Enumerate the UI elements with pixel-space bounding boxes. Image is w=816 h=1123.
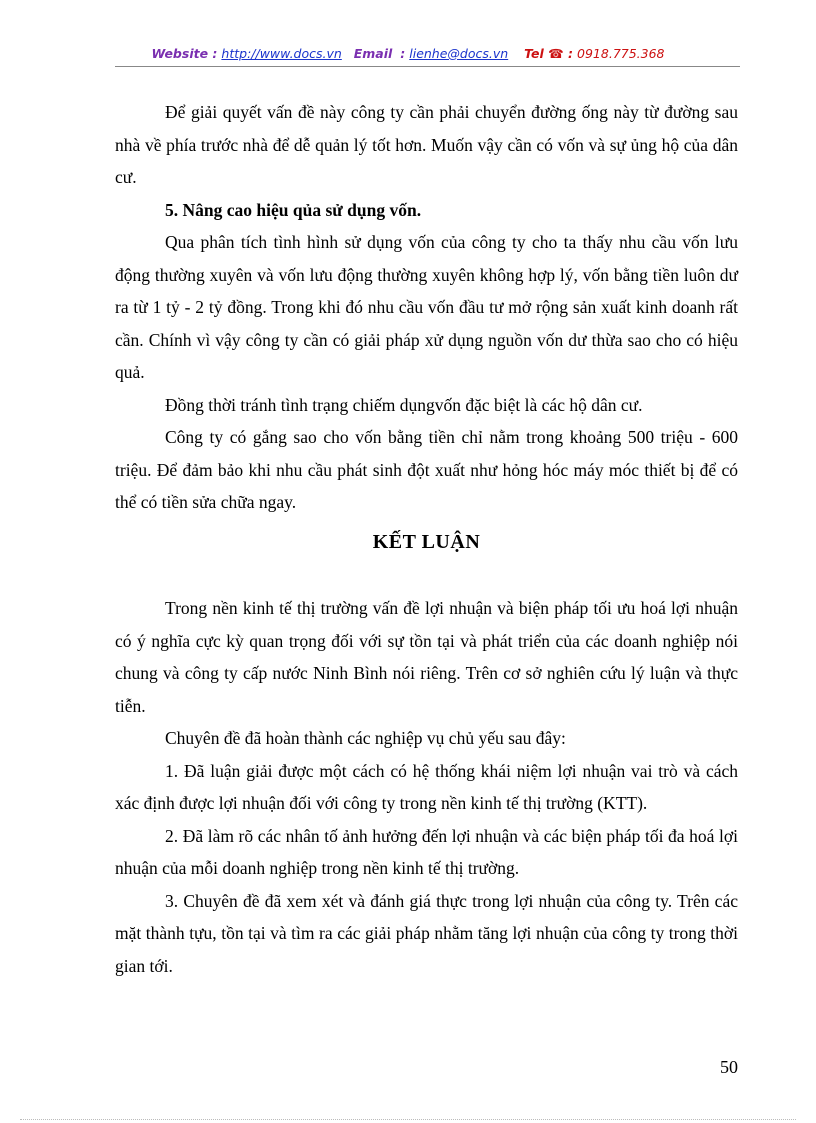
body-paragraph: Công ty có gắng sao cho vốn bằng tiền chỉ nằm trong khoảng 500 triệu - 600 triệu. Để đảm bảo khi nhu cầu phát sinh đột xuất như hỏng hóc máy móc thiết bị để có thể có tiền sửa chữa ngay. xyxy=(115,427,738,512)
conclusion-list-item: 1. Đã luận giải được một cách có hệ thống khái niệm lợi nhuận vai trò và cách xác định được lợi nhuận đối với công ty trong nền kinh tế thị trường (KTT). xyxy=(115,760,738,813)
email-separator: : xyxy=(400,46,406,61)
page-header xyxy=(0,46,816,61)
footer-divider xyxy=(20,1119,796,1120)
website-link[interactable]: http://www.docs.vn xyxy=(221,46,342,61)
tel-label: Tel ☎ : xyxy=(524,46,574,61)
conclusion-title: KẾT LUẬN xyxy=(372,530,481,553)
email-label: Email xyxy=(353,46,393,61)
header-divider xyxy=(115,66,740,67)
body-paragraph: Qua phân tích tình hình sử dụng vốn của công ty cho ta thấy nhu cầu vốn lưu động thường xuyên và vốn lưu động thường xuyên không hợp lý, vốn bằng tiền luôn dư ra từ 1 tỷ - 2 tỷ đồng. Trong khi đó nhu cầu vốn đầu tư mở rộng sản xuất kinh doanh rất cần. Chính vì vậy công ty cần có giải pháp xử dụng nguồn vốn dư thừa sao cho có hiệu quả. xyxy=(115,232,738,382)
body-paragraph: Để giải quyết vấn đề này công ty cần phải chuyển đường ống này từ đường sau nhà về phía trước nhà để dễ quản lý tốt hơn. Muốn vậy cần có vốn và sự ủng hộ của dân cư. xyxy=(115,102,738,187)
body-paragraph: Đồng thời tránh tình trạng chiếm dụngvốn đặc biệt là các hộ dân cư. xyxy=(165,394,643,415)
section-heading: 5. Nâng cao hiệu qủa sử dụng vốn. xyxy=(165,199,422,220)
conclusion-list-item: 2. Đã làm rõ các nhân tố ảnh hưởng đến lợi nhuận và các biện pháp tối đa hoá lợi nhuận của mỗi doanh nghiệp trong nền kinh tế thị trường. xyxy=(115,825,738,878)
website-label: Website : xyxy=(151,46,218,61)
conclusion-paragraph: Trong nền kinh tế thị trường vấn đề lợi nhuận và biện pháp tối ưu hoá lợi nhuận có ý nghĩa cực kỳ quan trọng đối với sự tồn tại và phát triển của các doanh nghiệp nói chung và công ty cấp nước Ninh Bình nói riêng. Trên cơ sở nghiên cứu lý luận và thực tiễn. xyxy=(115,598,738,716)
page-number: 50 xyxy=(720,1057,738,1077)
conclusion-list-item: 3. Chuyên đề đã xem xét và đánh giá thực trong lợi nhuận của công ty. Trên các mặt thành tựu, tồn tại và tìm ra các giải pháp nhằm tăng lợi nhuận của công ty trong thời gian tới. xyxy=(115,890,738,976)
conclusion-paragraph: Chuyên đề đã hoàn thành các nghiệp vụ chủ yếu sau đây: xyxy=(165,728,566,748)
document-body xyxy=(115,96,738,982)
email-link[interactable]: lienhe@docs.vn xyxy=(409,46,509,61)
tel-number: 0918.775.368 xyxy=(577,46,665,61)
